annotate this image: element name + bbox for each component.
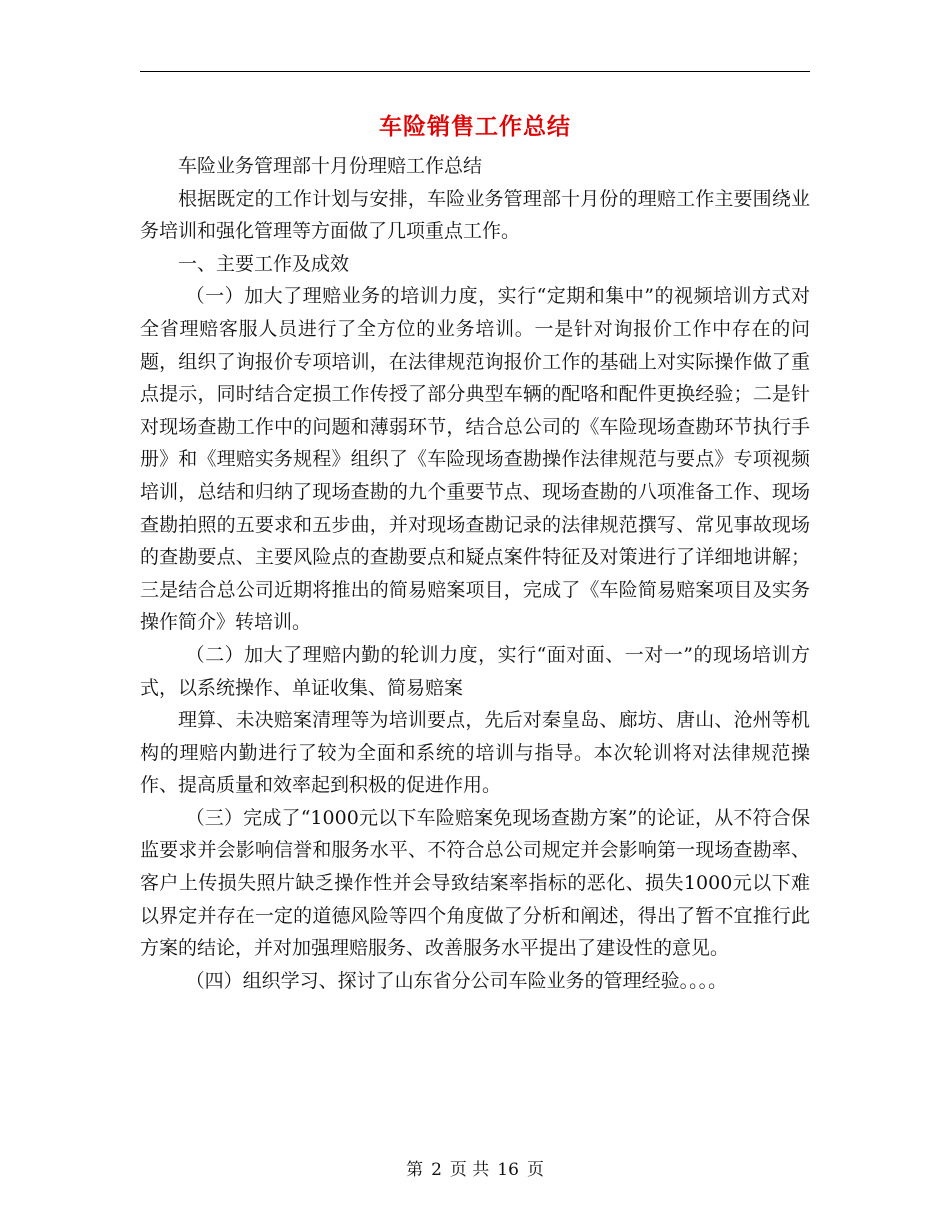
paragraph-item-2: （二）加大了理赔内勤的轮训力度，实行“面对面、一对一”的现场培训方式，以系统操作、单证收集、简易赔案 [140,643,810,699]
paragraph-item-4: （四）组织学习、探讨了山东省分公司车险业务的管理经验。。。。 [185,969,728,992]
header-rule [140,71,810,72]
paragraph-item-3: （三）完成了“1000元以下车险赔案免现场查勘方案”的论证，从不符合保监要求并会影响信誉和服务水平、不符合总公司规定并会影响第一现场查勘率、客户上传损失照片缺乏操作性并会导致结案率指标的恶化、损失1000元以下难以界定并存在一定的道德风险等四个角度做了分析和阐述，得出了暂不宜推行此方案的结论，并对加强理赔服务、改善服务水平提出了建设性的意见。 [140,806,810,960]
footer-total-pages: 16 [497,1160,519,1180]
page-footer [0,1155,950,1180]
paragraph-intro: 根据既定的工作计划与安排，车险业务管理部十月份的理赔工作主要围绕业务培训和强化管理等方面做了几项重点工作。 [140,187,810,243]
paragraph-item-1: （一）加大了理赔业务的培训力度，实行“定期和集中”的视频培训方式对全省理赔客服人员进行了全方位的业务培训。一是针对询报价工作中存在的问题，组织了询报价专项培训，在法律规范询报价工作的基础上对实际操作做了重点提示，同时结合定损工作传授了部分典型车辆的配咯和配件更换经验；二是针对现场查勘工作中的问题和薄弱环节，结合总公司的《车险现场查勘环节执行手册》和《理赔实务规程》组织了《车险现场查勘操作法律规范与要点》专项视频培训，总结和归纳了现场查勘的九个重要节点、现场查勘的八项准备工作、现场查勘拍照的五要求和五步曲，并对现场查勘记录的法律规范撰写、常见事故现场的查勘要点、主要风险点的查勘要点和疑点案件特征及对策进行了详细地讲解；三是结合总公司近期将推出的简易赔案项目，完成了《车险简易赔案项目及实务操作简介》转培训。 [140,285,810,634]
paragraph-subtitle: 车险业务管理部十月份理赔工作总结 [178,155,483,177]
footer-suffix: 页 [526,1160,544,1180]
section-heading: 一、主要工作及成效 [178,252,350,275]
footer-current-page: 2 [431,1160,442,1180]
footer-prefix: 第 [406,1160,424,1180]
paragraph-item-2-cont: 理算、未决赔案清理等为培训要点，先后对秦皇岛、廊坊、唐山、沧州等机构的理赔内勤进行了较为全面和系统的培训与指导。本次轮训将对法律规范操作、提高质量和效率起到积极的促进作用。 [140,709,810,797]
document-title: 车险销售工作总结 [379,113,571,140]
document-body [140,150,810,997]
footer-mid: 页 共 [449,1160,490,1180]
